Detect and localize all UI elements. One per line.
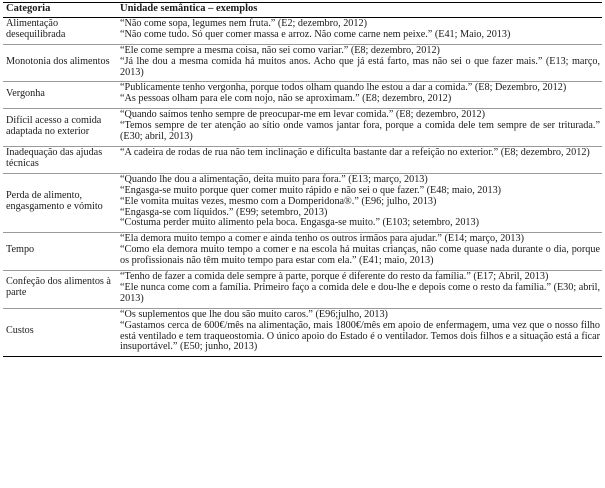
- example-quote: “Publicamente tenho vergonha, porque todos olham quando lhe estou a dar a comida.” (E8; Dezembro, 2012): [120, 82, 567, 94]
- category-cell: Alimentação desequilibrada: [3, 17, 117, 44]
- table-row: [3, 82, 602, 109]
- example-quote: “Engasga-se com líquidos.” (E99; setembro, 2013): [120, 206, 328, 218]
- category-cell: Perda de alimento, engasgamento e vómito: [3, 173, 117, 233]
- examples-cell: [117, 308, 602, 357]
- example-quote: “Ele nunca come com a família. Primeiro faço a comida dele e dou-lhe e depois come o resto da família.” (E30; abril, 2013): [120, 281, 600, 304]
- category-cell: Vergonha: [3, 82, 117, 109]
- examples-cell: [117, 271, 602, 309]
- example-quote: “Não come sopa, legumes nem fruta.” (E2; dezembro, 2012): [120, 17, 367, 29]
- example-quote: “Já lhe dou a mesma comida há muitos anos. Acho que já está farto, mas não sei o que fazer mais.” (E13; março, 2013): [120, 55, 600, 78]
- category-cell: Tempo: [3, 233, 117, 271]
- table-row: [3, 271, 602, 309]
- example-quote: “Quando saímos tenho sempre de preocupar-me em levar comida.” (E8; dezembro, 2012): [120, 109, 485, 121]
- table-row: [3, 109, 602, 147]
- examples-cell: [117, 82, 602, 109]
- example-quote: “Ele vomita muitas vezes, mesmo com a Domperidona®.” (E96; julho, 2013): [120, 195, 437, 207]
- examples-cell: [117, 44, 602, 82]
- example-quote: “Engasga-se muito porque quer comer muito rápido e não sei o que fazer.” (E48; maio, 2013): [120, 184, 502, 196]
- example-quote: “Quando lhe dou a alimentação, deita muito para fora.” (E13; março, 2013): [120, 173, 428, 185]
- category-cell: Monotonia dos alimentos: [3, 44, 117, 82]
- examples-cell: [117, 109, 602, 147]
- header-row: [3, 3, 602, 18]
- examples-cell: [117, 17, 602, 44]
- category-cell: Inadequação das ajudas técnicas: [3, 146, 117, 173]
- examples-cell: [117, 173, 602, 233]
- examples-cell: [117, 146, 602, 173]
- example-quote: “Ela demora muito tempo a comer e ainda tenho os outros irmãos para ajudar.” (E14; março, 2013): [120, 233, 524, 245]
- example-quote: “Os suplementos que lhe dou são muito caros.” (E96;julho, 2013): [120, 308, 388, 320]
- example-quote: “Gastamos cerca de 600€/mês na alimentação, mais 1800€/mês em apoio de enfermagem, uma vez que o nosso filho está ventilado e tem traqueostomia. O único apoio do Estado é o ventilador. Temos dois filhos e a situação está a ficar insuportável.” (E50; junho, 2013): [120, 319, 600, 353]
- example-quote: “Ele come sempre a mesma coisa, não sei como variar.” (E8; dezembro, 2012): [120, 44, 440, 56]
- example-quote: “A cadeira de rodas de rua não tem inclinação e dificulta bastante dar a refeição no exterior.” (E8; dezembro, 2012): [120, 146, 590, 158]
- header-semantic-unit: Unidade semântica – exemplos: [117, 3, 602, 18]
- examples-cell: [117, 233, 602, 271]
- category-cell: Difícil acesso a comida adaptada no exterior: [3, 109, 117, 147]
- header-category: Categoria: [3, 3, 117, 18]
- example-quote: “Costuma perder muito alimento pela boca. Engasga-se muito.” (E103; setembro, 2013): [120, 217, 480, 229]
- table-row: [3, 17, 602, 44]
- example-quote: “Temos sempre de ter atenção ao sítio onde vamos jantar fora, porque a comida dele tem sempre de ser triturada.” (E30; abril, 2013): [120, 120, 600, 143]
- example-quote: “As pessoas olham para ele com nojo, não se aproximam.” (E8; dezembro, 2012): [120, 93, 452, 105]
- table-row: [3, 146, 602, 173]
- table-row: [3, 308, 602, 357]
- table-row: [3, 44, 602, 82]
- table-row: [3, 173, 602, 233]
- category-cell: Confeção dos alimentos à parte: [3, 271, 117, 309]
- example-quote: “Como ela demora muito tempo a comer e na escola há muitas crianças, não come quase nada durante o dia, porque os profissionais não têm muito tempo para estar com ela.” (E41; maio, 2013): [120, 244, 600, 267]
- categories-table: [3, 2, 602, 357]
- example-quote: “Tenho de fazer a comida dele sempre à parte, porque é diferente do resto da família.” (E17; Abril, 2013): [120, 271, 549, 283]
- table-row: [3, 233, 602, 271]
- example-quote: “Não come tudo. Só quer comer massa e arroz. Não come carne nem peixe.” (E41; Maio, 2013): [120, 28, 511, 40]
- category-cell: Custos: [3, 308, 117, 357]
